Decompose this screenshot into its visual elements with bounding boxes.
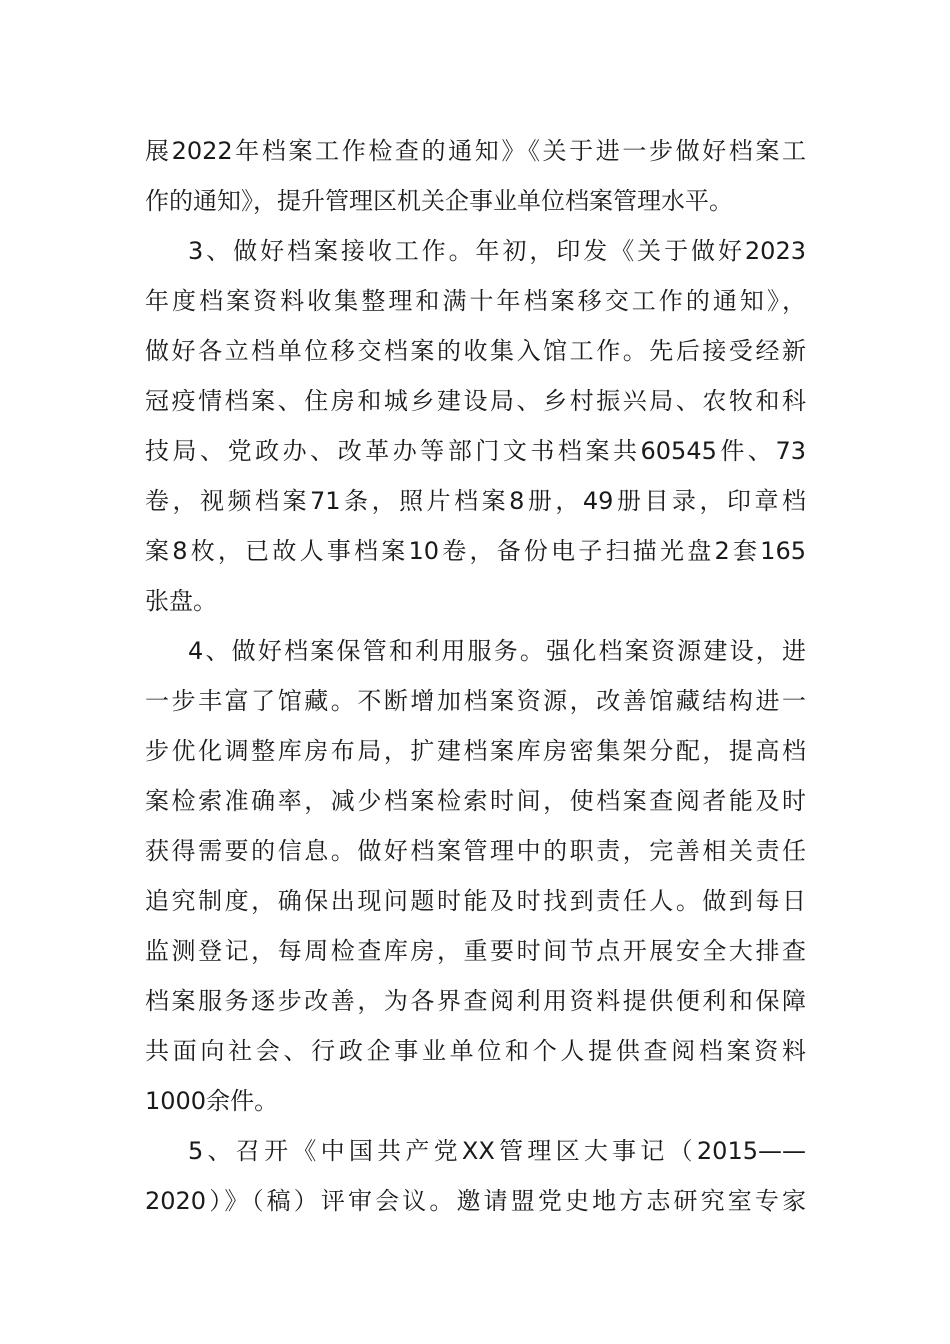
text-line-content: 冠疫情档案、住房和城乡建设局、乡村振兴局、农牧和科 bbox=[145, 387, 806, 415]
text-line bbox=[0, 931, 950, 971]
text-line-content: 3、做好档案接收工作。年初，印发《关于做好2023 bbox=[188, 237, 806, 265]
text-line bbox=[0, 281, 950, 321]
text-line-content: 追究制度，确保出现问题时能及时找到责任人。做到每日 bbox=[145, 887, 806, 915]
text-line-content: 获得需要的信息。做好档案管理中的职责，完善相关责任 bbox=[145, 837, 806, 865]
text-line-content: 展2022年档案工作检查的通知》《关于进一步做好档案工 bbox=[145, 137, 806, 165]
text-line bbox=[0, 181, 950, 221]
text-line bbox=[0, 781, 950, 821]
text-line-content: 案8枚，已故人事档案10卷，备份电子扫描光盘2套165 bbox=[145, 537, 806, 565]
text-line-content: 一步丰富了馆藏。不断增加档案资源，改善馆藏结构进一 bbox=[145, 687, 806, 715]
text-line-content: 年度档案资料收集整理和满十年档案移交工作的通知》， bbox=[145, 287, 806, 315]
text-line-content: 张盘。 bbox=[145, 587, 217, 615]
text-line bbox=[0, 481, 950, 521]
text-line-content: 步优化调整库房布局，扩建档案库房密集架分配，提高档 bbox=[145, 737, 806, 765]
text-line bbox=[0, 1181, 950, 1221]
text-line-content: 1000余件。 bbox=[145, 1087, 279, 1115]
text-line-content: 5、召开《中国共产党XX管理区大事记（2015—— bbox=[188, 1137, 806, 1165]
text-line bbox=[0, 831, 950, 871]
paragraph-3-first-line bbox=[0, 231, 950, 271]
text-line bbox=[0, 331, 950, 371]
paragraph-5-first-line bbox=[0, 1131, 950, 1171]
text-line-content: 做好各立档单位移交档案的收集入馆工作。先后接受经新 bbox=[145, 337, 806, 365]
text-line-content: 档案服务逐步改善，为各界查阅利用资料提供便利和保障 bbox=[145, 987, 806, 1015]
text-line-content: 作的通知》，提升管理区机关企事业单位档案管理水平。 bbox=[145, 187, 733, 215]
text-line bbox=[0, 131, 950, 171]
text-line bbox=[0, 681, 950, 721]
paragraph-4-first-line bbox=[0, 631, 950, 671]
text-line bbox=[0, 581, 950, 621]
text-line-content: 共面向社会、行政企事业单位和个人提供查阅档案资料 bbox=[145, 1037, 806, 1065]
text-line bbox=[0, 731, 950, 771]
text-line bbox=[0, 381, 950, 421]
text-line-content: 卷，视频档案71条，照片档案8册，49册目录，印章档 bbox=[145, 487, 806, 515]
text-line bbox=[0, 1031, 950, 1071]
text-line bbox=[0, 431, 950, 471]
text-line bbox=[0, 881, 950, 921]
text-line bbox=[0, 531, 950, 571]
text-line-content: 技局、党政办、改革办等部门文书档案共60545件、73 bbox=[145, 437, 806, 465]
text-line-content: 2020）》（稿）评审会议。邀请盟党史地方志研究室专家 bbox=[145, 1187, 806, 1215]
text-line-content: 4、做好档案保管和利用服务。强化档案资源建设，进 bbox=[188, 637, 806, 665]
text-line bbox=[0, 1081, 950, 1121]
text-line-content: 监测登记，每周检查库房，重要时间节点开展安全大排查 bbox=[145, 937, 806, 965]
text-line-content: 案检索准确率，减少档案检索时间，使档案查阅者能及时 bbox=[145, 787, 806, 815]
text-line bbox=[0, 981, 950, 1021]
